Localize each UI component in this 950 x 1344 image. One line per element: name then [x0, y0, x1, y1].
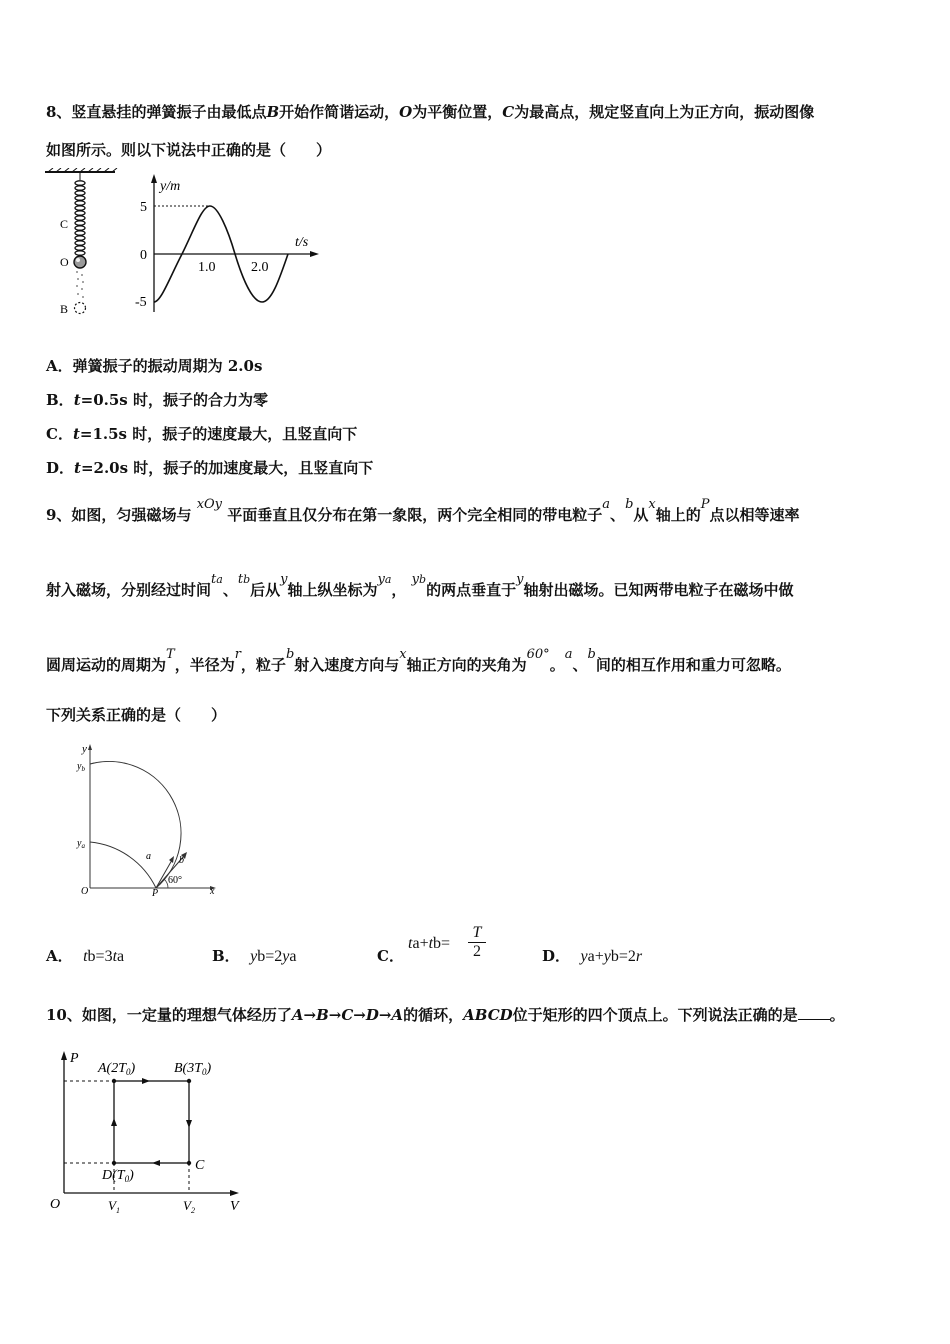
- v1-label: $V_1$: [108, 1198, 120, 1215]
- q8-option-d[interactable]: D．t=2.0s 时，振子的加速度最大，且竖直向下: [46, 459, 374, 477]
- point-d-label: $D(T_0)$: [102, 1168, 134, 1184]
- q9-option-c-letter[interactable]: C．: [377, 947, 404, 965]
- spring-label-o: O: [60, 255, 69, 269]
- spring-label-c: C: [60, 217, 69, 231]
- q10-stem: 10、如图，一定量的理想气体经历了A→B→C→D→A的循环，ABCD位于矩形的四个顶点上。下列说法正确的是 。: [46, 1006, 845, 1024]
- q9-option-a[interactable]: A． tb=3ta: [46, 947, 125, 965]
- fig9-yb-label: $y_b$: [77, 761, 85, 773]
- fig9-ya-label: $y_a$: [77, 838, 85, 850]
- fig9-o-label: O: [81, 886, 89, 897]
- fig9-b-label: b: [179, 855, 184, 866]
- q8-spring-figure: [40, 168, 120, 318]
- q8-stem-line2: 如图所示。则以下说法中正确的是（ ）: [46, 141, 332, 159]
- y-tick-5: 5: [140, 200, 147, 215]
- q8-option-a[interactable]: A．弹簧振子的振动周期为 2.0s: [46, 357, 263, 375]
- fig9-p-label: P: [152, 888, 159, 897]
- q8-stem-line1: 8、竖直悬挂的弹簧振子由最低点B开始作简谐运动，O为平衡位置，C为最高点，规定竖直向上为正方向，振动图像: [46, 103, 815, 121]
- q9-option-c-formula[interactable]: ta+tb=: [408, 935, 451, 952]
- q9-option-d[interactable]: D． ya+yb=2r: [542, 947, 643, 965]
- origin-label: O: [50, 1197, 61, 1212]
- t-tick-2: 2.0: [251, 260, 269, 275]
- q9-option-b[interactable]: B． yb=2ya: [212, 947, 297, 965]
- fig9-x-label: x: [210, 886, 215, 897]
- answer-blank[interactable]: [798, 1005, 830, 1020]
- fig9-angle-label: 60°: [168, 875, 182, 886]
- q8-vibration-graph: [130, 172, 330, 317]
- q9-stem-line2: 射入磁场，分别经过时间$t^a$、$t^b$后从y轴上纵坐标为$y^a$， $y^b$的两点垂直于y轴射出磁场。已知两带电粒子在磁场中做: [46, 572, 794, 599]
- q9-stem-line3: 圆周运动的周期为T，半径为r，粒子b射入速度方向与x轴正方向的夹角为60°。a、b间的相互作用和重力可忽略。: [46, 647, 791, 674]
- v2-label: $V_2$: [183, 1198, 195, 1215]
- q8-option-b[interactable]: B．t=0.5s 时，振子的合力为零: [46, 391, 268, 409]
- y-axis-label: y/m: [160, 179, 181, 194]
- y-tick-neg5: -5: [135, 295, 147, 310]
- q10-pv-diagram: [44, 1048, 254, 1218]
- point-a-label: $A(2T_0)$: [98, 1061, 136, 1077]
- q9-stem-line4: 下列关系正确的是（ ）: [46, 706, 227, 724]
- t-tick-1: 1.0: [198, 260, 216, 275]
- q9-stem-line1: 9、如图，匀强磁场与 xOy 平面垂直且仅分布在第一象限，两个完全相同的带电粒子a、b从x轴上的P点以相等速率: [46, 497, 800, 524]
- y-tick-0: 0: [140, 248, 147, 263]
- q9-magnetic-field-figure: [72, 742, 222, 897]
- point-c-label: C: [195, 1158, 205, 1173]
- point-b-label: $B(3T_0)$: [174, 1061, 212, 1077]
- p-axis-label: P: [70, 1051, 79, 1066]
- q9-option-c-fraction: $\frac{T}{2}$: [468, 924, 486, 961]
- fig9-a-label: a: [146, 851, 151, 862]
- t-axis-label: t/s: [295, 235, 309, 250]
- q8-option-c[interactable]: C．t=1.5s 时，振子的速度最大，且竖直向下: [46, 425, 358, 443]
- v-axis-label: V: [230, 1199, 239, 1214]
- spring-label-b: B: [60, 302, 69, 316]
- fig9-y-label: y: [82, 743, 87, 755]
